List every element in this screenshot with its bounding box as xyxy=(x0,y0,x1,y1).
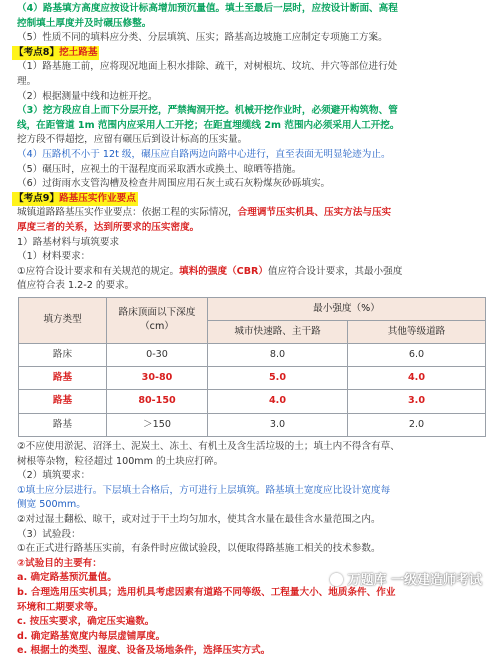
line-text: ①应符合设计要求和有关规范的规定。 xyxy=(17,265,180,277)
line-text: 环境和工期要求等。 xyxy=(17,601,104,613)
line-text: （1）路基施工前，应将现况地面上积水排除、疏干，对树根坑、坟坑、井穴等部位进行处 xyxy=(17,61,398,73)
watermark xyxy=(330,573,482,589)
line-text: 挖方段不得超挖，应留有碾压后到设计标高的压实量。 xyxy=(17,134,248,146)
line-text: （6）过街雨水支管沟槽及检查井周围应用石灰土或石灰粉煤灰砂砾填实。 xyxy=(17,178,331,190)
line-text: ①在正式进行路基压实前，有条件时应做试验段，以便取得路基施工相关的技术参数。 xyxy=(17,543,381,555)
cell-city: 4.0 xyxy=(208,390,348,413)
line-text: 厚度三者的关系，达到所要求的压实密度。 xyxy=(17,221,200,233)
text-line xyxy=(17,498,492,513)
kp8-title: 挖土路基 xyxy=(59,46,98,58)
line-text: （4）路基填方高度应按设计标高增加预沉量值。填土至最后一层时，应按设计断面、高程 xyxy=(17,3,398,14)
cell-depth: 0-30 xyxy=(107,343,208,366)
text-line xyxy=(17,221,492,236)
text-line xyxy=(17,148,492,163)
cell-depth: 30-80 xyxy=(107,367,208,390)
cell-type: 路基 xyxy=(19,390,107,413)
text-line xyxy=(17,163,492,178)
text-line xyxy=(17,557,492,572)
cell-city: 5.0 xyxy=(208,367,348,390)
line-highlight: 填料的强度（CBR） xyxy=(179,265,269,277)
table-row xyxy=(19,390,486,413)
header-depth-text: 路床顶面以下深度（cm） xyxy=(118,307,196,333)
table-body xyxy=(19,343,486,436)
cell-other: 2.0 xyxy=(348,413,486,436)
header-fill-type: 填方类型 xyxy=(19,297,107,343)
text-line xyxy=(17,265,492,280)
text-line xyxy=(17,177,492,192)
kp8-heading-row xyxy=(14,46,492,61)
line-text: （3）试验段： xyxy=(17,528,81,540)
line-text: ①填土应分层进行。下层填土合格后，方可进行上层填筑。路基填土宽度应比设计宽度每 xyxy=(17,484,391,496)
cell-other: 6.0 xyxy=(348,343,486,366)
text-line xyxy=(17,601,492,616)
line-text: （4）压路机不小于 12t 级，碾压应自路两边向路中心进行，直至表面无明显轮迹为止。 xyxy=(17,148,391,160)
line-text: 树根等杂物，粒径超过 100mm 的土块应打碎。 xyxy=(17,455,224,467)
text-line xyxy=(17,455,492,470)
text-line xyxy=(17,31,492,46)
strength-table xyxy=(18,297,486,437)
text-line xyxy=(17,206,492,221)
text-line xyxy=(17,528,492,543)
kp8-prefix: 【考点8】 xyxy=(14,46,60,58)
watermark-logo-icon xyxy=(330,573,343,586)
text-line xyxy=(17,60,492,75)
kp8-heading xyxy=(12,46,99,61)
cell-type: 路基 xyxy=(19,367,107,390)
text-line xyxy=(17,615,492,630)
text-line xyxy=(17,133,492,148)
line-text: ②对过湿土翻松、晾干，或对过于干土均匀加水，使其含水量在最佳含水量范围之内。 xyxy=(17,514,381,526)
line-text: 城镇道路路基压实作业要点：依据工程的实际情况， xyxy=(17,207,238,219)
line-text: c. 按压实要求，确定压实遍数。 xyxy=(17,616,155,628)
text-line xyxy=(17,469,492,484)
header-depth xyxy=(107,297,208,343)
text-line xyxy=(17,236,492,251)
kp9-prefix: 【考点9】 xyxy=(14,192,60,204)
header-city-road: 城市快速路、主干路 xyxy=(208,320,348,343)
text-line xyxy=(17,513,492,528)
line-text: 侧宽 500mm。 xyxy=(17,499,86,511)
line-text: 1）路基材料与填筑要求 xyxy=(17,236,120,248)
cell-city: 8.0 xyxy=(208,343,348,366)
kp8-section xyxy=(17,60,492,191)
cell-other: 3.0 xyxy=(348,390,486,413)
line-text: 线，在距管道 1m 范围内应采用人工开挖；在距直埋缆线 2m 范围内必须采用人工开挖。 xyxy=(17,119,400,131)
text-line xyxy=(17,250,492,265)
text-line xyxy=(17,2,492,17)
bottom-section xyxy=(17,440,492,659)
text-line xyxy=(17,17,492,32)
cell-type: 路床 xyxy=(19,343,107,366)
kp9-heading xyxy=(12,192,138,207)
line-text: （2）根据测量中线和边桩开挖。 xyxy=(17,90,158,102)
text-line xyxy=(17,630,492,645)
line-text: a. 确定路基预沉量值。 xyxy=(17,572,117,584)
cell-depth: ＞150 xyxy=(107,413,208,436)
header-min-strength: 最小强度（%） xyxy=(208,297,486,320)
text-line xyxy=(17,644,492,659)
table-row xyxy=(19,343,486,366)
cell-type: 路基 xyxy=(19,413,107,436)
top-section xyxy=(17,2,492,46)
text-line xyxy=(17,542,492,557)
line-text: （5）性质不同的填料应分类、分层填筑、压实；路基高边坡施工应制定专项施工方案。 xyxy=(17,32,388,44)
line-text: ②不应使用淤泥、沼泽土、泥炭土、冻土、有机土及含生活垃圾的土；填土内不得含有草、 xyxy=(17,441,400,453)
cell-city: 3.0 xyxy=(208,413,348,436)
header-other-road: 其他等级道路 xyxy=(348,320,486,343)
line-text: ②试验目的主要有： xyxy=(17,557,102,569)
table-row xyxy=(19,367,486,390)
cell-depth: 80-150 xyxy=(107,390,208,413)
line-text: e. 根据土的类型、湿度、设备及场地条件，选择压实方式。 xyxy=(17,645,271,657)
watermark-text: 万题库 一级建造师考试 xyxy=(347,573,482,589)
line-text: （3）挖方段应自上而下分层开挖，严禁掏洞开挖。机械开挖作业时，必须避开构筑物、管 xyxy=(17,105,398,117)
line-text: 控制填土厚度并及时碾压修整。 xyxy=(17,17,152,29)
table-row xyxy=(19,413,486,436)
text-line xyxy=(17,90,492,105)
line-text: （1）材料要求： xyxy=(17,251,91,263)
cell-other: 4.0 xyxy=(348,367,486,390)
kp9-title: 路基压实作业要点 xyxy=(59,192,136,204)
line-tail: 值应符合设计要求，其最小强度 xyxy=(268,265,403,277)
line-text: 理。 xyxy=(17,75,37,87)
line-text: 值应符合表 1.2-2 的要求。 xyxy=(17,280,135,292)
text-line xyxy=(17,75,492,90)
line-text: （2）填筑要求： xyxy=(17,470,91,482)
text-line xyxy=(17,279,492,294)
kp9-section xyxy=(17,206,492,294)
line-text: （5）碾压时，应视土的干湿程度而采取洒水或换土、晾晒等措施。 xyxy=(17,163,302,175)
text-line xyxy=(17,104,492,119)
line-text: d. 确定路基宽度内每层虚铺厚度。 xyxy=(17,630,166,642)
text-line xyxy=(17,119,492,134)
line-text: b. 合理选用压实机具；选用机具考虑因素有道路不同等级、工程量大小、地质条件、作业 xyxy=(17,587,396,598)
line-highlight: 合理调节压实机具、压实方法与压实 xyxy=(237,207,392,219)
text-line xyxy=(17,440,492,455)
text-line xyxy=(17,484,492,499)
kp9-heading-row xyxy=(14,192,492,207)
